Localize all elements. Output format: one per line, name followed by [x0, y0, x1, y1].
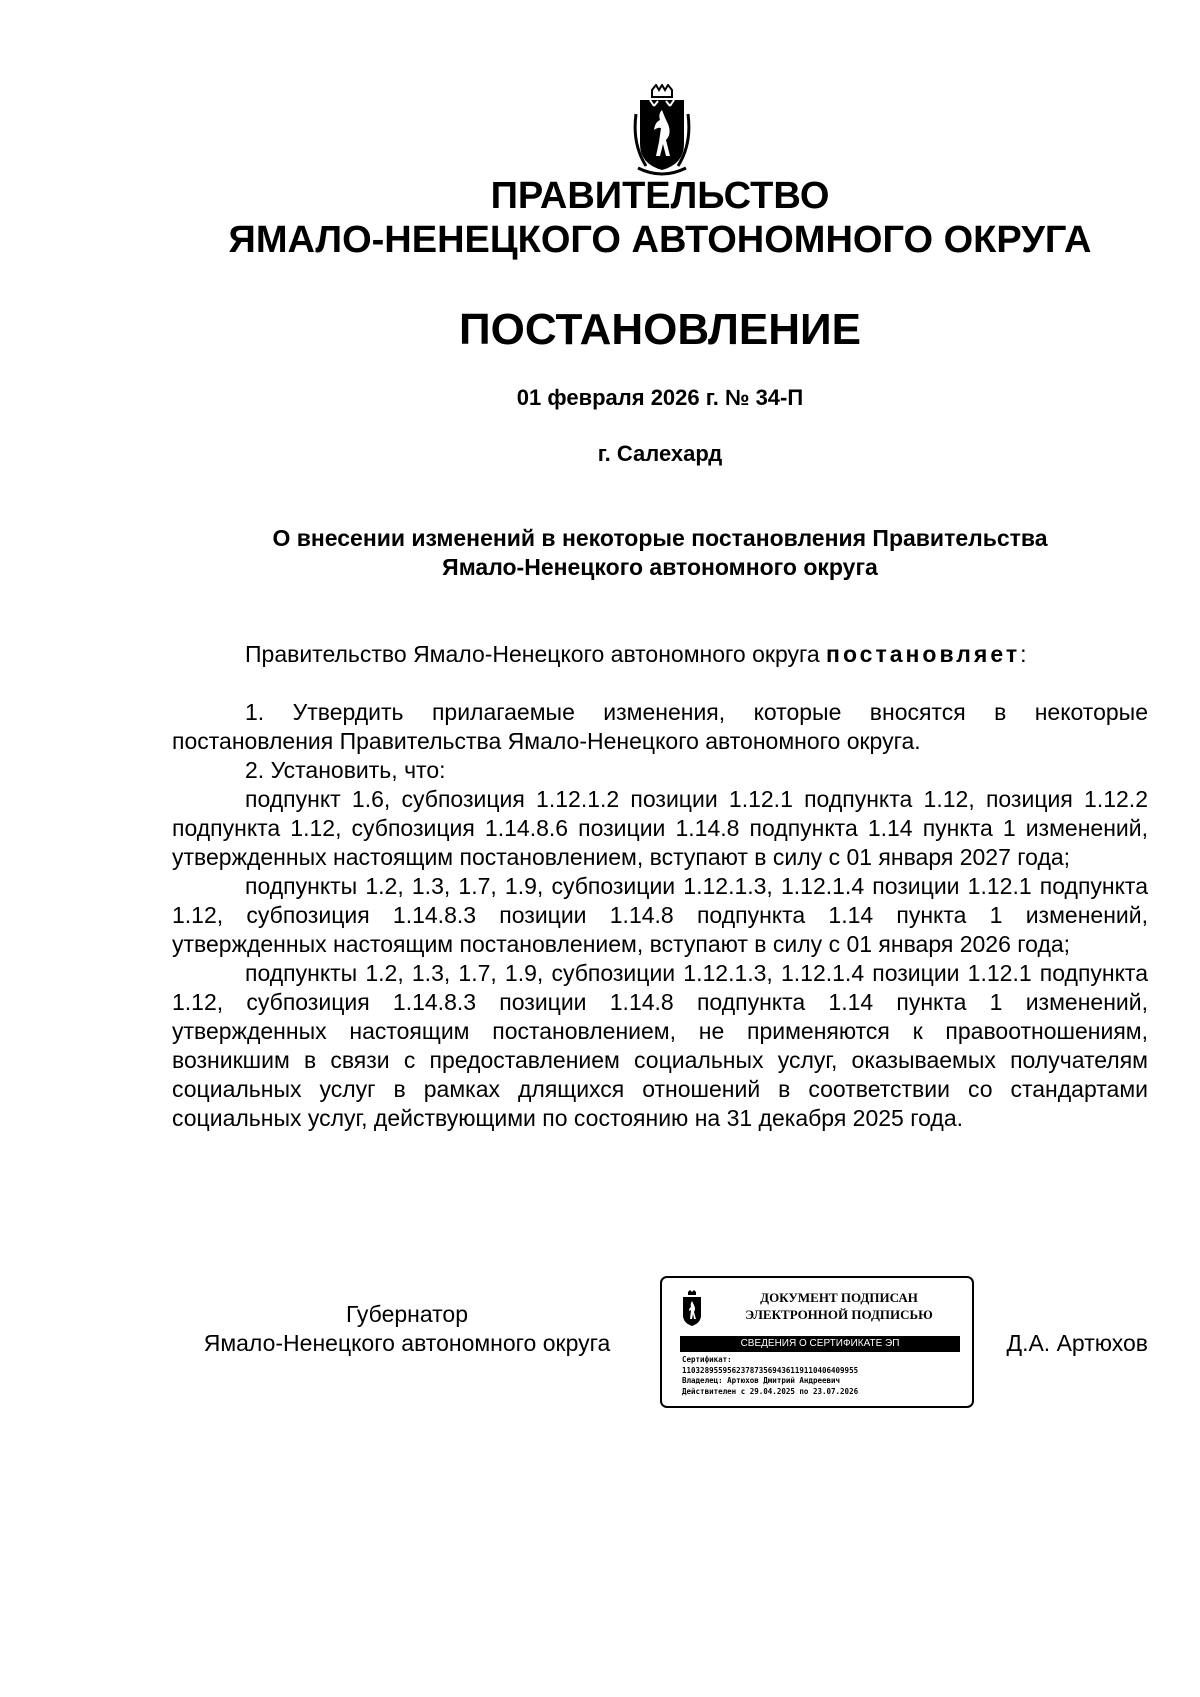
certificate-label: Сертификат: — [682, 1355, 732, 1364]
preamble-colon: : — [1020, 641, 1027, 667]
subject-line2: Ямало-Ненецкого автономного округа — [442, 554, 878, 580]
document-city: г. Салехард — [597, 441, 723, 466]
certificate-validity: Действителен с 29.04.2025 по 23.07.2026 — [682, 1386, 859, 1396]
government-title-line2: ЯМАЛО-НЕНЕЦКОГО АВТОНОМНОГО ОКРУГА — [228, 219, 1092, 261]
paragraph-1: 1. Утвердить прилагаемые изменения, которые вносятся в некоторые постановления Правительства Ямало-Ненецкого автономного округа. — [172, 699, 1148, 754]
signatory-position-line2: Ямало-Ненецкого автономного округа — [203, 1330, 611, 1356]
certificate-number: 110328955956237873569436119110406409955 — [682, 1365, 859, 1375]
stamp-certificate-details — [682, 1355, 967, 1397]
document-date-number: 01 февраля 2026 г. № 34-П — [516, 385, 804, 410]
paragraph-3: подпункт 1.6, субпозиция 1.12.1.2 позиции 1.12.1 подпункта 1.12, позиция 1.12.2 подпункта 1.12, субпозиция 1.14.8.6 позиции 1.14.8 подпункта 1.14 пункта 1 изменений, утвержденных настоящим постановлением, вступают в силу с 01 января 2027 года; — [172, 786, 1148, 870]
stamp-title — [714, 1289, 964, 1323]
stamp-certificate-bar: СВЕДЕНИЯ О СЕРТИФИКАТЕ ЭП — [680, 1336, 960, 1352]
certificate-owner: Владелец: Артюхов Дмитрий Андреевич — [682, 1376, 841, 1385]
paragraph-4: подпункты 1.2, 1.3, 1.7, 1.9, субпозиции 1.12.1.3, 1.12.1.4 позиции 1.12.1 подпункта 1.12, субпозиция 1.14.8.3 позиции 1.14.8 подпункта 1.14 пункта 1 изменений, утвержденных настоящим постановлением, вступают в силу с 01 января 2026 года; — [172, 873, 1148, 957]
coat-of-arms-emblem — [632, 84, 692, 176]
preamble-text: Правительство Ямало-Ненецкого автономного округа — [245, 641, 827, 667]
stamp-title-line1: ДОКУМЕНТ ПОДПИСАН — [760, 1290, 918, 1305]
document-subject — [200, 524, 1120, 582]
government-title-line1: ПРАВИТЕЛЬСТВО — [490, 175, 830, 217]
subject-line1: О внесении изменений в некоторые постановления Правительства — [272, 525, 1048, 551]
stamp-title-line2: ЭЛЕКТРОННОЙ ПОДПИСЬЮ — [745, 1307, 933, 1322]
signatory-name: Д.А. Артюхов — [1006, 1330, 1148, 1356]
signatory-position — [172, 1300, 642, 1358]
electronic-signature-stamp — [660, 1276, 974, 1408]
paragraph-5: подпункты 1.2, 1.3, 1.7, 1.9, субпозиции 1.12.1.3, 1.12.1.4 позиции 1.12.1 подпункта 1.12, субпозиция 1.14.8.3 позиции 1.14.8 подпункта 1.14 пункта 1 изменений, утвержденных настоящим постановлением, не применяются к правоотношениям, возникшим в связи с предоставлением социальных услуг, оказываемых получателям социальных услуг в рамках длящихся отношений в соответствии со стандартами социальных услуг, действующими по состоянию на 31 декабря 2025 года. — [172, 960, 1148, 1131]
document-body — [172, 640, 1148, 1133]
signatory-position-line1: Губернатор — [345, 1301, 469, 1327]
paragraph-2: 2. Установить, что: — [245, 757, 446, 783]
preamble-emphasis: постановляет — [826, 641, 1021, 667]
document-type-heading: ПОСТАНОВЛЕНИЕ — [458, 305, 862, 354]
stamp-emblem-icon — [680, 1290, 704, 1328]
preamble-paragraph — [172, 640, 1148, 669]
